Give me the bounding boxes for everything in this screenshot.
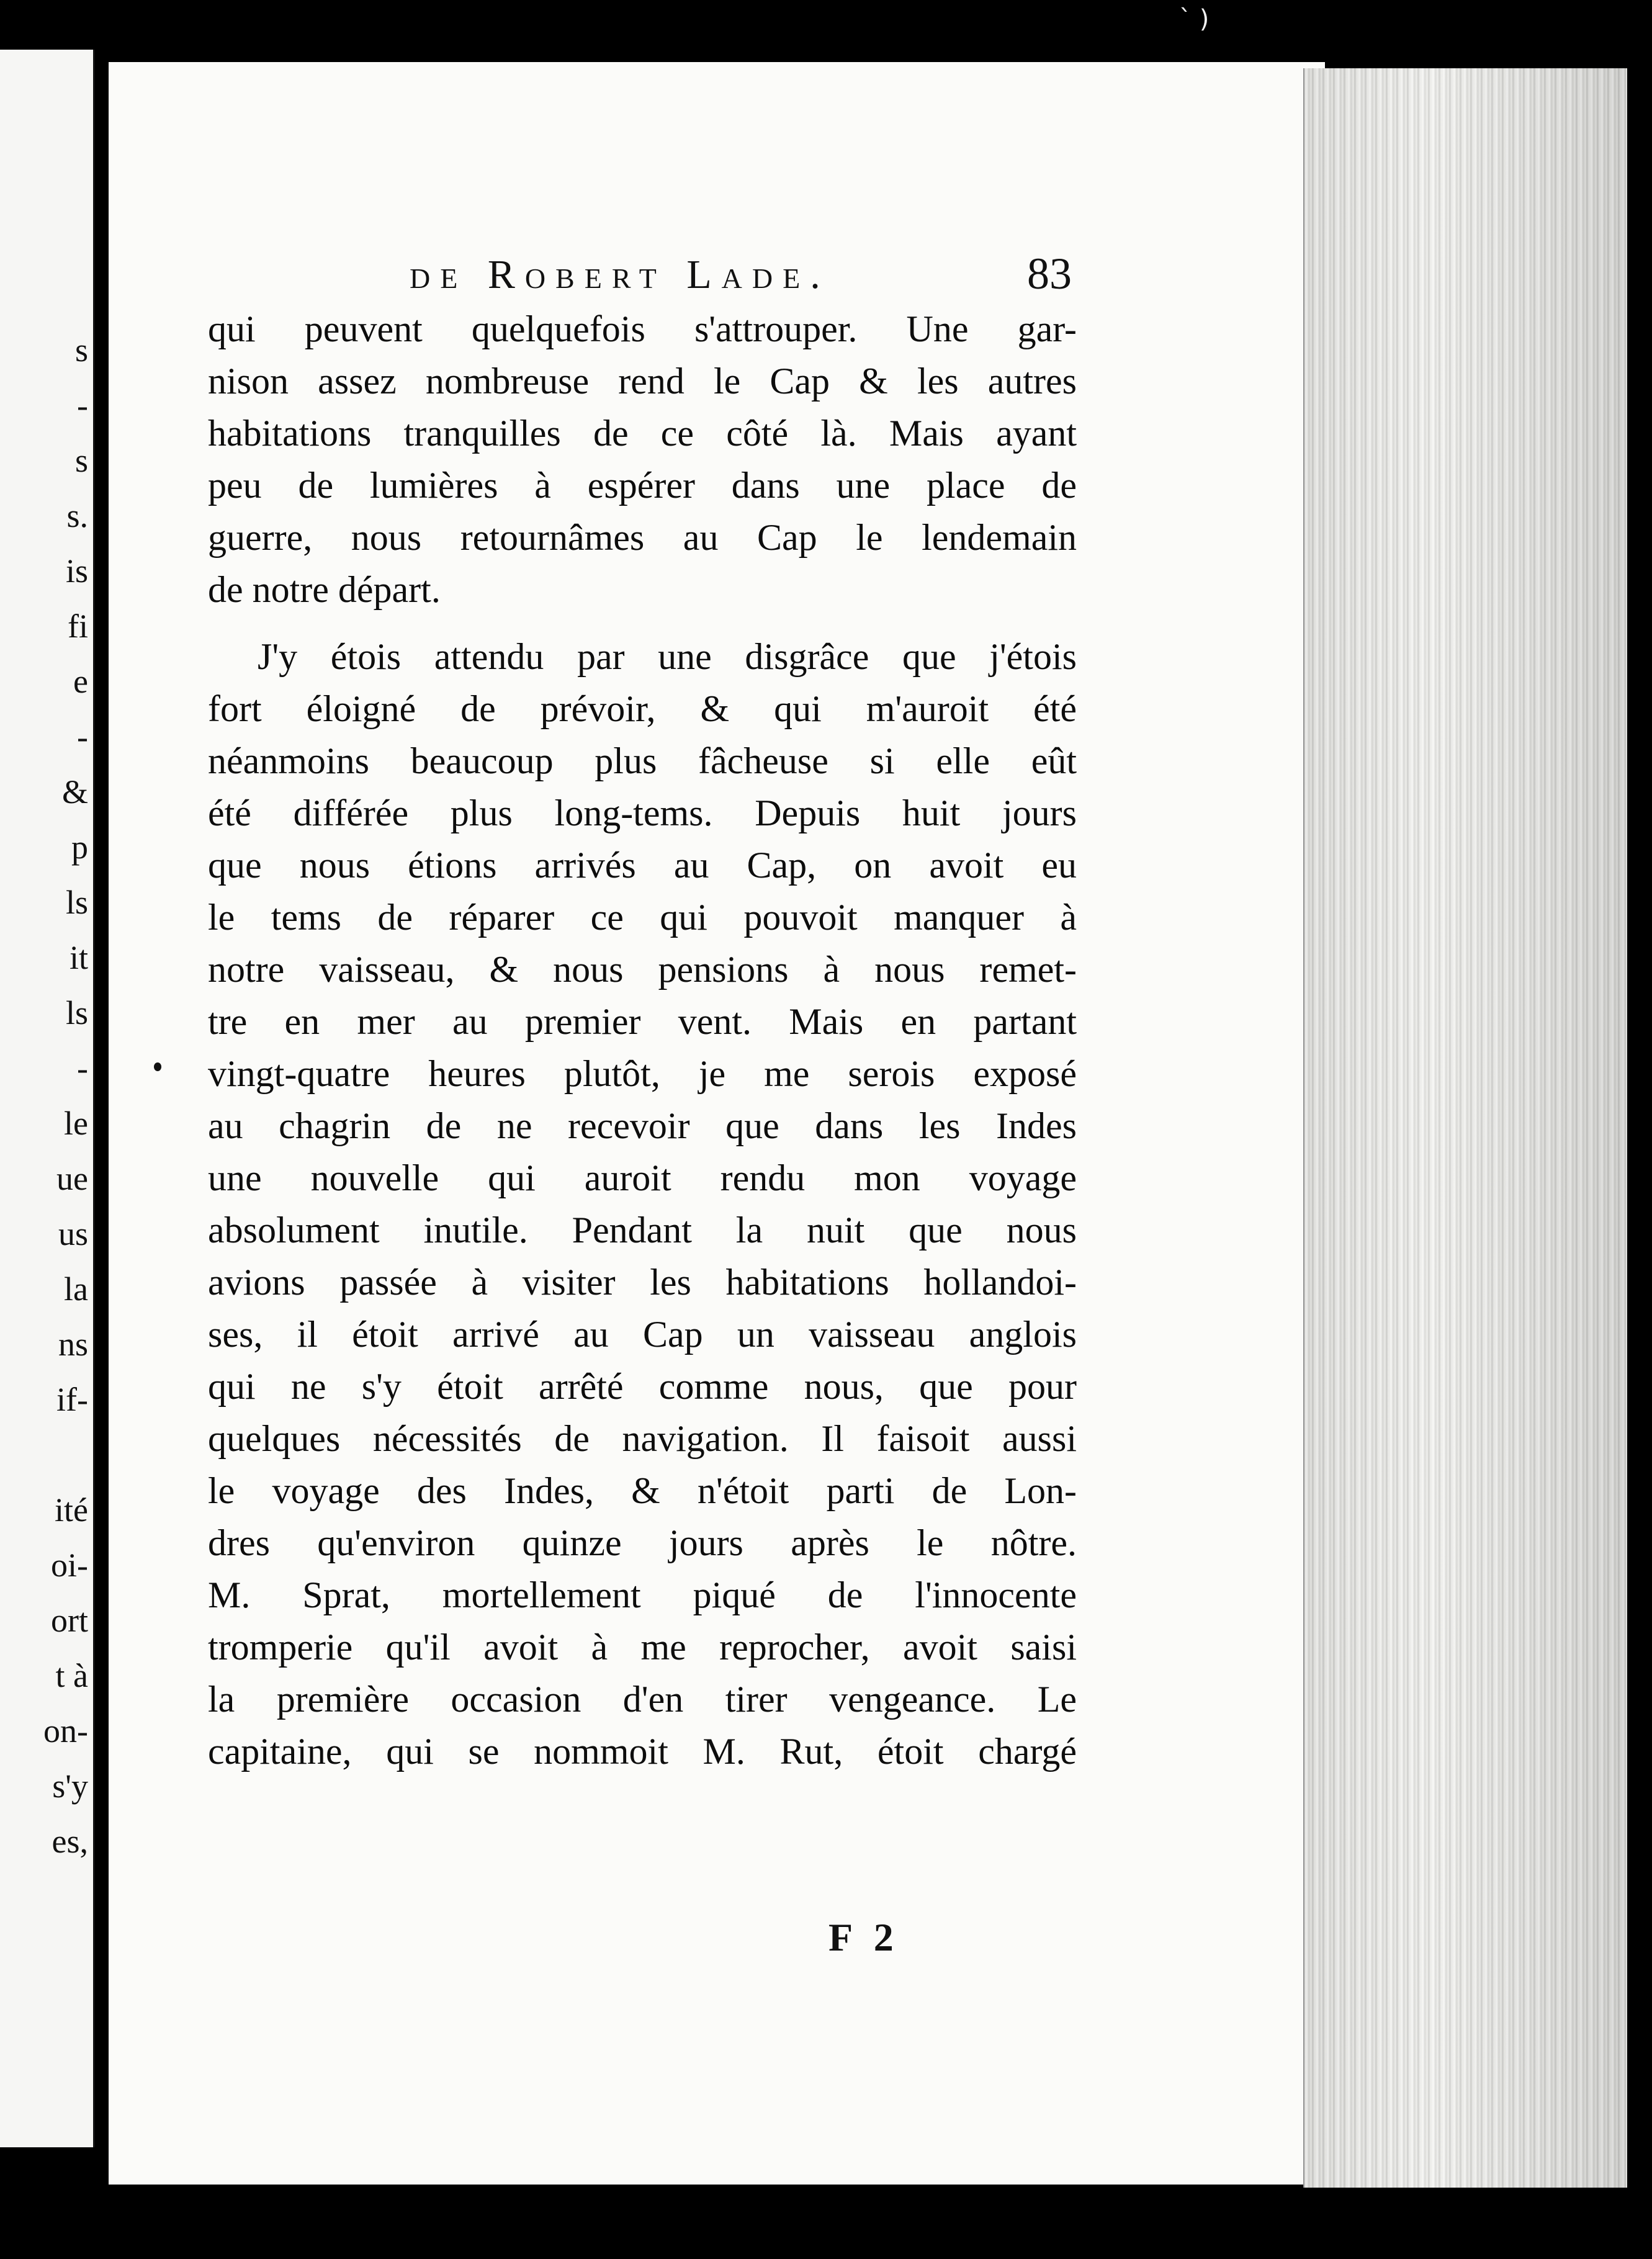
text-line: qui ne s'y étoit arrêté comme nous, que pour bbox=[208, 1366, 1077, 1407]
text-line: notre vaisseau, & nous pensions à nous remet- bbox=[208, 949, 1077, 990]
left-fragment: es, bbox=[52, 1823, 88, 1860]
left-fragment: t à bbox=[55, 1657, 88, 1694]
left-fragment: s bbox=[74, 331, 88, 369]
left-fragment: s'y bbox=[52, 1767, 88, 1805]
left-fragment: on- bbox=[43, 1712, 88, 1749]
text-line: qui peuvent quelquefois s'attrouper. Une gar- bbox=[208, 308, 1077, 349]
text-line: néanmoins beaucoup plus fâcheuse si elle eût bbox=[208, 740, 1077, 781]
text-line: habitations tranquilles de ce côté là. Mais ayant bbox=[208, 413, 1077, 454]
left-fragment bbox=[11, 1427, 88, 1483]
signature-mark: F 2 bbox=[828, 1915, 900, 1959]
text-line: absolument inutile. Pendant la nuit que nous bbox=[208, 1210, 1077, 1251]
text-line: J'y étois attendu par une disgrâce que j'étois bbox=[258, 636, 1077, 677]
text-line: peu de lumières à espérer dans une place de bbox=[208, 465, 1077, 506]
paragraph-break bbox=[208, 616, 1077, 631]
left-fragment: s bbox=[74, 442, 88, 479]
left-fragment: - bbox=[77, 1049, 88, 1087]
text-line: guerre, nous retournâmes au Cap le lendemain bbox=[208, 517, 1077, 558]
left-fragment: ls bbox=[65, 994, 88, 1031]
left-page-text-fragments bbox=[11, 323, 88, 1869]
body-text bbox=[208, 303, 1077, 1777]
text-line: au chagrin de ne recevoir que dans les Indes bbox=[208, 1105, 1077, 1146]
text-line: ses, il étoit arrivé au Cap un vaisseau anglois bbox=[208, 1314, 1077, 1355]
left-fragment: it bbox=[69, 939, 88, 976]
left-fragment: - bbox=[77, 387, 88, 424]
text-line: nison assez nombreuse rend le Cap & les autres bbox=[208, 361, 1077, 402]
margin-dot bbox=[154, 1062, 161, 1071]
text-line: tre en mer au premier vent. Mais en partant bbox=[208, 1001, 1077, 1042]
text-line: été différée plus long-tems. Depuis huit jours bbox=[208, 793, 1077, 833]
text-line: quelques nécessités de navigation. Il faisoit aussi bbox=[208, 1418, 1077, 1459]
text-line: capitaine, qui se nommoit M. Rut, étoit chargé bbox=[208, 1731, 1077, 1772]
text-line: M. Sprat, mortellement piqué de l'innocente bbox=[208, 1574, 1077, 1615]
left-fragment: us bbox=[58, 1215, 88, 1252]
left-fragment: la bbox=[64, 1270, 88, 1308]
left-fragment: ité bbox=[55, 1491, 88, 1529]
text-line: vingt-quatre heures plutôt, je me serois exposé bbox=[208, 1053, 1077, 1094]
left-fragment: ls bbox=[65, 884, 88, 921]
text-line: que nous étions arrivés au Cap, on avoit eu bbox=[208, 845, 1077, 886]
text-line: dres qu'environ quinze jours après le nôtre. bbox=[208, 1522, 1077, 1563]
left-fragment: e bbox=[73, 663, 88, 700]
facing-left-page bbox=[0, 50, 95, 2147]
text-line: avions passée à visiter les habitations hollandoi- bbox=[208, 1262, 1077, 1303]
running-head: de Robert Lade. bbox=[410, 252, 830, 297]
left-fragment: p bbox=[71, 829, 88, 866]
page-edges-shading bbox=[1303, 68, 1626, 2188]
text-line: le voyage des Indes, & n'étoit parti de Lon- bbox=[208, 1470, 1077, 1511]
left-fragment: ns bbox=[58, 1326, 88, 1363]
page-number: 83 bbox=[1027, 249, 1072, 299]
text-line: une nouvelle qui auroit rendu mon voyage bbox=[208, 1157, 1077, 1198]
text-line: fort éloigné de prévoir, & qui m'auroit été bbox=[208, 688, 1077, 729]
text-line: tromperie qu'il avoit à me reprocher, avoit saisi bbox=[208, 1627, 1077, 1668]
text-line: le tems de réparer ce qui pouvoit manquer à bbox=[208, 897, 1077, 938]
text-line: la première occasion d'en tirer vengeance. Le bbox=[208, 1679, 1077, 1720]
left-fragment: fi bbox=[68, 608, 88, 645]
left-fragment: is bbox=[65, 552, 88, 590]
left-fragment: if- bbox=[56, 1381, 88, 1418]
left-fragment: & bbox=[61, 773, 88, 811]
left-fragment: s. bbox=[66, 497, 88, 534]
left-fragment: le bbox=[64, 1105, 88, 1142]
edge-mark: ` ) bbox=[1179, 5, 1210, 34]
left-fragment: oi- bbox=[51, 1547, 88, 1584]
left-fragment: ue bbox=[56, 1160, 88, 1197]
text-line: de notre départ. bbox=[208, 569, 441, 610]
left-fragment: ort bbox=[51, 1602, 88, 1639]
left-fragment: - bbox=[77, 718, 88, 755]
